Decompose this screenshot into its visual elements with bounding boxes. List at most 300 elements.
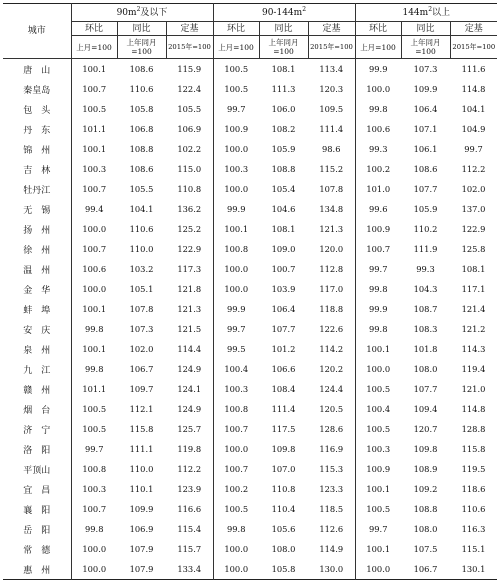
value-cell: 99.8: [369, 284, 388, 294]
value-cell: 106.6: [271, 364, 296, 374]
value-cell: 100.3: [366, 444, 391, 454]
value-cell: 117.1: [461, 284, 486, 294]
value-cell: 116.9: [308, 439, 355, 459]
value-cell: 99.7: [227, 104, 246, 114]
table-row: [3, 319, 497, 339]
value-cell: 99.7: [227, 324, 246, 334]
value-cell: 109.5: [308, 99, 355, 119]
table-row: [3, 59, 497, 80]
value-cell: 110.1: [129, 484, 154, 494]
value-cell: 109.7: [129, 384, 154, 394]
value-cell: 105.4: [271, 184, 296, 194]
value-cell: 108.7: [413, 304, 438, 314]
value-cell: 113.4: [308, 59, 355, 80]
value-cell: 105.9: [271, 144, 296, 154]
value-cell: 100.9: [366, 464, 391, 474]
city-name: 无锡: [23, 205, 60, 216]
table-row: [3, 399, 497, 419]
value-cell: 111.1: [129, 444, 154, 454]
value-cell: 119.4: [461, 364, 486, 374]
group-header-medium: [213, 4, 355, 22]
value-cell: 99.9: [227, 304, 246, 314]
value-cell: 134.8: [308, 199, 355, 219]
city-name: 唐山: [23, 65, 60, 76]
city-cell: [3, 479, 71, 499]
value-cell: 102.0: [129, 344, 154, 354]
metric-header-yoy: 同比: [117, 22, 166, 36]
value-cell: 106.1: [413, 144, 438, 154]
table-body: [3, 59, 497, 580]
value-cell: 101.1: [82, 124, 107, 134]
value-cell: 100.1: [82, 64, 107, 74]
value-cell: 112.2: [461, 164, 486, 174]
value-cell: 122.9: [166, 239, 213, 259]
value-cell: 105.9: [413, 204, 438, 214]
city-name: 泉州: [23, 345, 60, 356]
value-cell: 110.0: [129, 464, 154, 474]
value-cell: 99.7: [369, 264, 388, 274]
base-header-2015: 2015年=100: [308, 36, 355, 59]
value-cell: 112.2: [166, 459, 213, 479]
value-cell: 107.1: [413, 124, 438, 134]
value-cell: 119.5: [461, 464, 486, 474]
table-row: [3, 179, 497, 199]
value-cell: 108.1: [271, 224, 296, 234]
city-name: 扬州: [23, 225, 60, 236]
value-cell: 110.6: [129, 84, 154, 94]
value-cell: 108.6: [129, 164, 154, 174]
value-cell: 107.8: [308, 179, 355, 199]
group-sup: 2: [136, 5, 141, 13]
value-cell: 100.5: [366, 504, 391, 514]
table-row: [3, 539, 497, 559]
value-cell: 102.0: [461, 184, 486, 194]
table-row: [3, 219, 497, 239]
header-row-bases: [3, 36, 497, 59]
table-row: [3, 259, 497, 279]
value-cell: 124.9: [166, 399, 213, 419]
city-cell: [3, 539, 71, 559]
header-row-metrics: [3, 22, 497, 36]
value-cell: 100.0: [224, 564, 249, 574]
value-cell: 100.5: [82, 404, 107, 414]
group-header-small: [71, 4, 213, 22]
city-cell: [3, 319, 71, 339]
value-cell: 101.2: [271, 344, 296, 354]
value-cell: 100.0: [366, 84, 391, 94]
table-row: [3, 459, 497, 479]
table-row: [3, 479, 497, 499]
value-cell: 100.1: [366, 544, 391, 554]
value-cell: 101.0: [366, 184, 391, 194]
value-cell: 110.4: [271, 504, 296, 514]
value-cell: 100.2: [224, 484, 249, 494]
group-label: 90-144m: [261, 7, 303, 18]
value-cell: 100.7: [224, 464, 249, 474]
value-cell: 110.8: [166, 179, 213, 199]
value-cell: 121.3: [308, 219, 355, 239]
value-cell: 110.6: [129, 224, 154, 234]
table-row: [3, 499, 497, 519]
value-cell: 121.3: [166, 299, 213, 319]
city-name: 金华: [23, 285, 60, 296]
city-name: 襄阳: [23, 505, 60, 516]
value-cell: 114.8: [461, 84, 486, 94]
city-name: 徐州: [23, 245, 60, 256]
value-cell: 108.0: [413, 364, 438, 374]
value-cell: 100.9: [366, 224, 391, 234]
city-cell: [3, 199, 71, 219]
city-name: 九江: [23, 365, 60, 376]
table-row: [3, 79, 497, 99]
value-cell: 107.9: [129, 544, 154, 554]
city-cell: [3, 139, 71, 159]
value-cell: 100.5: [224, 504, 249, 514]
value-cell: 114.8: [461, 404, 486, 414]
value-cell: 100.5: [224, 84, 249, 94]
group-sup: 2: [428, 5, 433, 13]
value-cell: 100.1: [82, 304, 107, 314]
value-cell: 106.0: [271, 104, 296, 114]
value-cell: 108.8: [129, 144, 154, 154]
table-row: [3, 339, 497, 359]
value-cell: 107.0: [271, 464, 296, 474]
value-cell: 115.2: [308, 159, 355, 179]
value-cell: 110.6: [461, 504, 486, 514]
value-cell: 100.7: [82, 84, 107, 94]
city-cell: [3, 119, 71, 139]
city-cell: [3, 419, 71, 439]
value-cell: 108.0: [413, 524, 438, 534]
value-cell: 115.8: [129, 424, 154, 434]
price-index-table-container: [3, 3, 497, 580]
value-cell: 102.2: [166, 139, 213, 159]
value-cell: 115.0: [166, 159, 213, 179]
value-cell: 114.9: [308, 539, 355, 559]
value-cell: 109.9: [129, 504, 154, 514]
city-cell: [3, 379, 71, 399]
value-cell: 109.9: [413, 84, 438, 94]
city-name: 洛阳: [23, 445, 60, 456]
value-cell: 100.0: [224, 184, 249, 194]
value-cell: 106.7: [413, 564, 438, 574]
value-cell: 120.3: [308, 79, 355, 99]
city-cell: [3, 159, 71, 179]
value-cell: 125.2: [166, 219, 213, 239]
value-cell: 100.0: [224, 444, 249, 454]
value-cell: 128.8: [461, 424, 486, 434]
city-cell: [3, 279, 71, 299]
group-label: 90m: [116, 7, 137, 18]
value-cell: 111.9: [413, 244, 438, 254]
value-cell: 100.5: [366, 424, 391, 434]
value-cell: 99.7: [369, 524, 388, 534]
value-cell: 104.6: [271, 204, 296, 214]
value-cell: 108.6: [413, 164, 438, 174]
value-cell: 112.8: [308, 259, 355, 279]
value-cell: 100.1: [82, 144, 107, 154]
value-cell: 122.4: [166, 79, 213, 99]
city-name: 牡丹江: [23, 185, 51, 196]
value-cell: 105.8: [271, 564, 296, 574]
value-cell: 109.8: [413, 444, 438, 454]
city-cell: [3, 99, 71, 119]
value-cell: 100.4: [366, 404, 391, 414]
value-cell: 100.7: [366, 244, 391, 254]
base-header-2015: 2015年=100: [450, 36, 497, 59]
city-cell: [3, 219, 71, 239]
value-cell: 121.5: [166, 319, 213, 339]
value-cell: 117.5: [271, 424, 296, 434]
value-cell: 108.0: [271, 544, 296, 554]
value-cell: 137.0: [461, 204, 486, 214]
value-cell: 105.1: [129, 284, 154, 294]
value-cell: 108.9: [413, 464, 438, 474]
group-suffix: 及以下: [140, 7, 168, 18]
city-name: 吉林: [23, 165, 60, 176]
city-name: 包头: [23, 105, 60, 116]
value-cell: 100.8: [224, 244, 249, 254]
value-cell: 100.5: [366, 384, 391, 394]
value-cell: 103.2: [129, 264, 154, 274]
value-cell: 130.1: [461, 564, 486, 574]
value-cell: 100.6: [366, 124, 391, 134]
value-cell: 107.3: [413, 64, 438, 74]
city-name: 济宁: [23, 425, 60, 436]
city-cell: [3, 359, 71, 379]
table-row: [3, 519, 497, 539]
city-name: 锦州: [23, 145, 60, 156]
value-cell: 111.4: [308, 119, 355, 139]
value-cell: 116.3: [461, 524, 486, 534]
value-cell: 100.7: [271, 264, 296, 274]
city-cell: [3, 519, 71, 539]
group-suffix: 以上: [432, 7, 451, 18]
value-cell: 133.4: [166, 559, 213, 580]
value-cell: 121.4: [461, 304, 486, 314]
value-cell: 130.0: [308, 559, 355, 580]
value-cell: 115.9: [166, 59, 213, 80]
city-cell: [3, 179, 71, 199]
table-row: [3, 199, 497, 219]
value-cell: 121.0: [461, 384, 486, 394]
value-cell: 100.5: [82, 424, 107, 434]
value-cell: 116.6: [166, 499, 213, 519]
value-cell: 115.1: [461, 544, 486, 554]
value-cell: 99.9: [369, 64, 388, 74]
value-cell: 105.6: [271, 524, 296, 534]
value-cell: 100.7: [82, 244, 107, 254]
value-cell: 110.8: [271, 484, 296, 494]
value-cell: 99.3: [416, 264, 435, 274]
metric-header-fixed: 定基: [308, 22, 355, 36]
value-cell: 109.0: [271, 244, 296, 254]
value-cell: 107.9: [129, 564, 154, 574]
value-cell: 98.6: [308, 139, 355, 159]
value-cell: 99.7: [464, 144, 483, 154]
base-header-prev-year: 上年同月=100: [401, 36, 450, 59]
value-cell: 111.4: [271, 404, 296, 414]
metric-header-yoy: 同比: [401, 22, 450, 36]
value-cell: 121.8: [166, 279, 213, 299]
value-cell: 115.4: [166, 519, 213, 539]
city-name: 蚌埠: [23, 305, 60, 316]
value-cell: 109.4: [413, 404, 438, 414]
value-cell: 100.7: [82, 184, 107, 194]
value-cell: 120.7: [413, 424, 438, 434]
table-row: [3, 299, 497, 319]
value-cell: 115.8: [461, 444, 486, 454]
city-name: 温州: [23, 265, 60, 276]
value-cell: 99.8: [85, 524, 104, 534]
value-cell: 115.7: [166, 539, 213, 559]
table-header: [3, 4, 497, 59]
value-cell: 100.0: [82, 224, 107, 234]
value-cell: 100.4: [224, 364, 249, 374]
value-cell: 124.9: [166, 359, 213, 379]
value-cell: 104.3: [413, 284, 438, 294]
group-label: 144m: [402, 7, 429, 18]
group-sup: 2: [302, 5, 307, 13]
city-name: 平顶山: [23, 465, 51, 476]
price-index-table: [3, 3, 497, 580]
value-cell: 107.3: [129, 324, 154, 334]
value-cell: 118.6: [461, 484, 486, 494]
value-cell: 100.0: [82, 284, 107, 294]
city-name: 秦皇岛: [23, 85, 51, 96]
value-cell: 99.6: [369, 204, 388, 214]
value-cell: 101.1: [82, 384, 107, 394]
value-cell: 99.7: [85, 444, 104, 454]
value-cell: 111.6: [461, 64, 486, 74]
value-cell: 124.4: [308, 379, 355, 399]
group-header-large: [355, 4, 497, 22]
base-header-prev-month: 上月=100: [213, 36, 259, 59]
value-cell: 100.1: [366, 344, 391, 354]
table-row: [3, 559, 497, 580]
value-cell: 100.5: [224, 64, 249, 74]
value-cell: 106.4: [413, 104, 438, 114]
base-header-prev-year: 上年同月=100: [117, 36, 166, 59]
city-name: 赣州: [23, 385, 60, 396]
value-cell: 106.9: [129, 524, 154, 534]
metric-header-mom: 环比: [71, 22, 117, 36]
value-cell: 99.9: [227, 204, 246, 214]
metric-header-mom: 环比: [213, 22, 259, 36]
city-name: 惠州: [23, 565, 60, 576]
value-cell: 120.0: [308, 239, 355, 259]
value-cell: 122.9: [461, 224, 486, 234]
table-row: [3, 119, 497, 139]
value-cell: 100.0: [224, 284, 249, 294]
table-row: [3, 439, 497, 459]
metric-header-fixed: 定基: [450, 22, 497, 36]
value-cell: 114.2: [308, 339, 355, 359]
table-row: [3, 279, 497, 299]
table-row: [3, 159, 497, 179]
value-cell: 100.0: [224, 264, 249, 274]
value-cell: 118.8: [308, 299, 355, 319]
base-header-2015: 2015年=100: [166, 36, 213, 59]
value-cell: 107.7: [413, 184, 438, 194]
value-cell: 99.5: [227, 344, 246, 354]
value-cell: 100.5: [82, 104, 107, 114]
value-cell: 100.1: [366, 484, 391, 494]
city-cell: [3, 339, 71, 359]
value-cell: 100.8: [224, 404, 249, 414]
value-cell: 100.0: [82, 564, 107, 574]
value-cell: 109.2: [413, 484, 438, 494]
value-cell: 121.2: [461, 324, 486, 334]
value-cell: 124.1: [166, 379, 213, 399]
value-cell: 120.5: [308, 399, 355, 419]
city-cell: [3, 439, 71, 459]
city-cell: [3, 399, 71, 419]
city-cell: [3, 499, 71, 519]
value-cell: 107.7: [271, 324, 296, 334]
city-cell: [3, 59, 71, 80]
value-cell: 100.6: [82, 264, 107, 274]
value-cell: 108.6: [129, 64, 154, 74]
city-name: 岳阳: [23, 525, 60, 536]
value-cell: 100.0: [366, 364, 391, 374]
value-cell: 99.8: [85, 364, 104, 374]
city-column-header: 城市: [3, 4, 71, 59]
value-cell: 99.9: [369, 304, 388, 314]
city-cell: [3, 299, 71, 319]
value-cell: 123.3: [308, 479, 355, 499]
value-cell: 107.8: [129, 304, 154, 314]
value-cell: 104.9: [461, 124, 486, 134]
metric-header-yoy: 同比: [259, 22, 308, 36]
value-cell: 99.4: [85, 204, 104, 214]
value-cell: 125.8: [461, 244, 486, 254]
value-cell: 100.3: [224, 384, 249, 394]
metric-header-mom: 环比: [355, 22, 401, 36]
value-cell: 100.0: [82, 544, 107, 554]
value-cell: 107.5: [413, 544, 438, 554]
value-cell: 112.1: [129, 404, 154, 414]
value-cell: 100.3: [82, 164, 107, 174]
value-cell: 99.8: [85, 324, 104, 334]
value-cell: 100.3: [224, 164, 249, 174]
value-cell: 117.0: [308, 279, 355, 299]
value-cell: 122.6: [308, 319, 355, 339]
value-cell: 100.0: [224, 144, 249, 154]
value-cell: 108.8: [271, 164, 296, 174]
table-row: [3, 419, 497, 439]
table-row: [3, 139, 497, 159]
base-header-prev-year: 上年同月=100: [259, 36, 308, 59]
value-cell: 100.7: [82, 504, 107, 514]
value-cell: 103.9: [271, 284, 296, 294]
base-header-prev-month: 上月=100: [355, 36, 401, 59]
value-cell: 108.2: [271, 124, 296, 134]
value-cell: 100.8: [82, 464, 107, 474]
value-cell: 108.4: [271, 384, 296, 394]
value-cell: 107.7: [413, 384, 438, 394]
value-cell: 111.3: [271, 84, 296, 94]
header-row-groups: [3, 4, 497, 22]
value-cell: 114.3: [461, 344, 486, 354]
value-cell: 112.6: [308, 519, 355, 539]
value-cell: 100.3: [82, 484, 107, 494]
value-cell: 108.1: [271, 64, 296, 74]
value-cell: 99.8: [369, 104, 388, 114]
base-header-prev-month: 上月=100: [71, 36, 117, 59]
value-cell: 105.5: [166, 99, 213, 119]
value-cell: 106.7: [129, 364, 154, 374]
